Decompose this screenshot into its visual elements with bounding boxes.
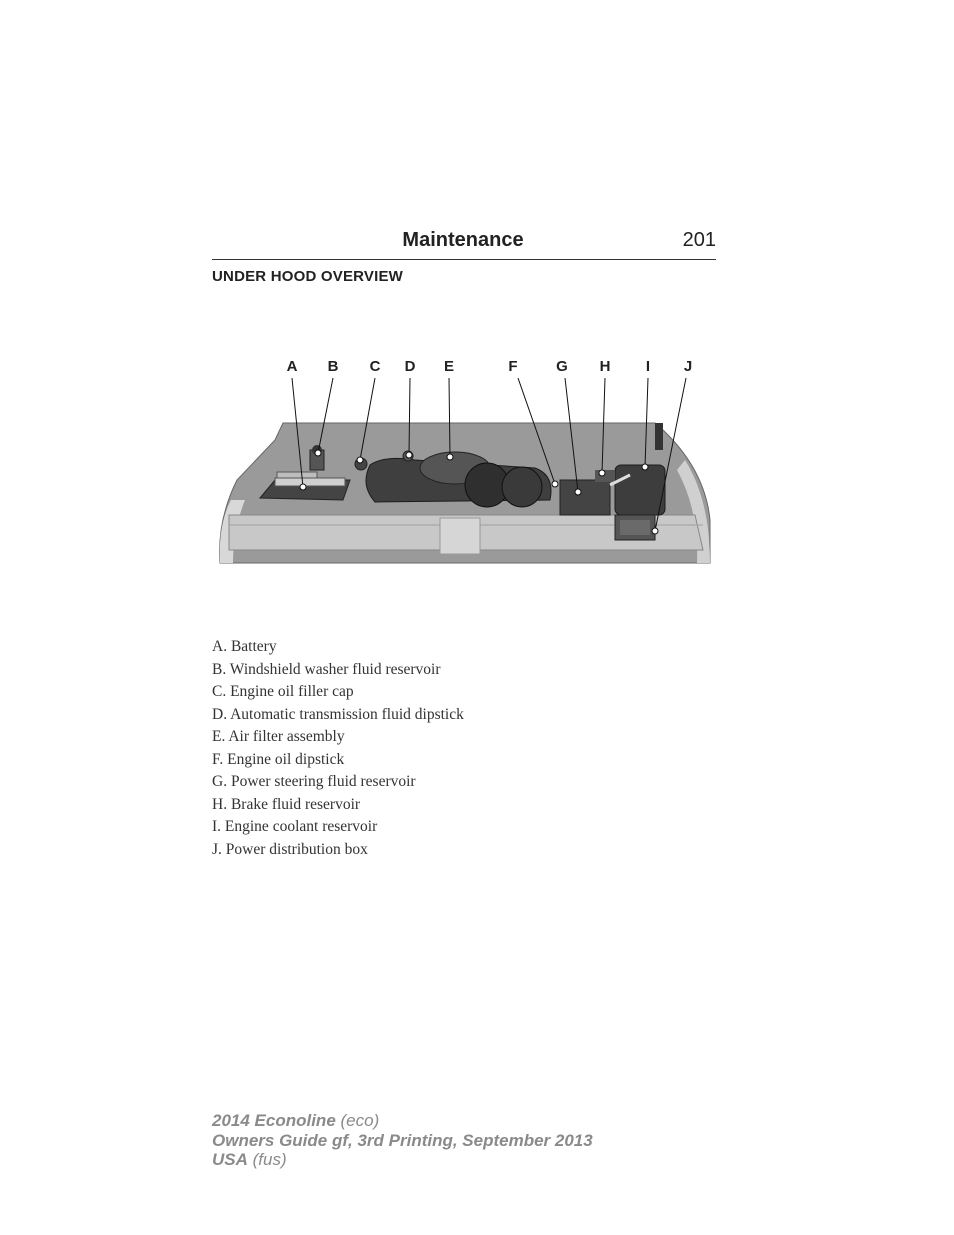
callout-letter: B xyxy=(327,358,339,375)
legend-item: A. Battery xyxy=(212,638,277,655)
callout-letter: J xyxy=(683,358,693,375)
footer-line-region xyxy=(212,1150,593,1170)
footer-region: USA xyxy=(212,1150,248,1169)
legend-item: F. Engine oil dipstick xyxy=(212,750,345,768)
callout-letter: F xyxy=(508,358,518,375)
legend-item: I. Engine coolant reservoir xyxy=(212,818,378,835)
footer-model: 2014 Econoline xyxy=(212,1111,336,1130)
page-number: 201 xyxy=(682,229,716,251)
callout-letter: E xyxy=(443,358,455,375)
section-heading: UNDER HOOD OVERVIEW xyxy=(212,268,404,285)
legend-item: J. Power distribution box xyxy=(212,840,368,858)
footer-model-code: (eco) xyxy=(340,1111,380,1130)
legend-item: C. Engine oil filler cap xyxy=(212,683,354,700)
under-hood-illustration xyxy=(215,350,715,568)
footer-guide: Owners Guide gf, 3rd Printing, September 2013 xyxy=(212,1130,593,1150)
legend-item: B. Windshield washer fluid reservoir xyxy=(212,660,441,678)
header-divider xyxy=(212,259,716,260)
callout-letter: D xyxy=(404,358,416,375)
legend-item: G. Power steering fluid reservoir xyxy=(212,773,416,790)
callout-letter: C xyxy=(369,358,381,375)
engine-bay-drawing xyxy=(220,423,710,563)
footer-region-code: (fus) xyxy=(252,1150,287,1169)
footer-line-model xyxy=(212,1111,593,1131)
document-footer xyxy=(212,1111,593,1170)
legend-item: E. Air filter assembly xyxy=(212,728,345,745)
legend-item: D. Automatic transmission fluid dipstick xyxy=(212,705,464,723)
page-section-title: Maintenance xyxy=(402,229,524,251)
callout-letter: G xyxy=(556,358,568,375)
component-legend xyxy=(212,636,464,861)
legend-item: H. Brake fluid reservoir xyxy=(212,795,361,813)
footer-line-guide xyxy=(212,1131,593,1151)
callout-letter: A xyxy=(286,358,298,375)
callout-letter: I xyxy=(645,358,651,375)
callout-letter: H xyxy=(599,358,611,375)
